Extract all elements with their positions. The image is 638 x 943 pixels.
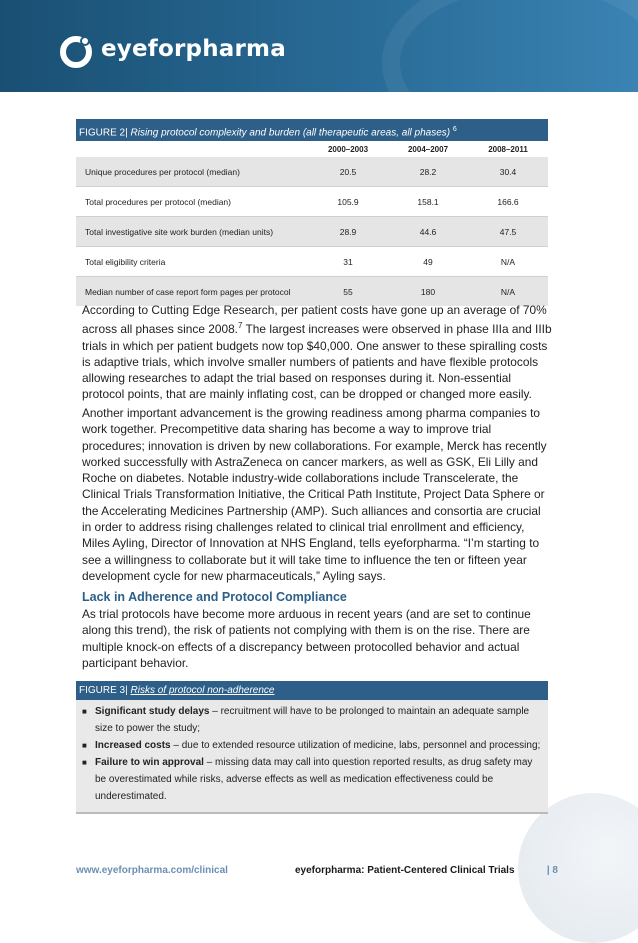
table-cell: N/A — [468, 277, 548, 307]
table-column-header: 2000–2003 — [308, 141, 388, 157]
paragraph-text: The largest increases were observed in phase IIIa and IIIb trials in which per patient budgets now top $40,000. One answer to these spiralling costs is adaptive trials, which involve smaller numbers of patients and have flexible protocols allowing researches to adapt the trial based on responses during it. Non-essential protocol points, that are mainly inflating cost, can be dropped or changed more easily. — [82, 322, 552, 402]
page-footer — [76, 862, 558, 880]
table-row-label: Total investigative site work burden (median units) — [76, 217, 308, 247]
table-row-label: Total procedures per protocol (median) — [76, 187, 308, 217]
table-cell: 49 — [388, 247, 468, 277]
bullet-square-icon: ■ — [82, 758, 87, 767]
footer-url-link[interactable]: www.eyeforpharma.com/clinical — [76, 865, 228, 876]
header-swirl-decoration — [382, 0, 638, 92]
table-cell: 158.1 — [388, 187, 468, 217]
list-item-content — [95, 703, 542, 737]
table-row-label: Median number of case report form pages per protocol — [76, 277, 308, 307]
figure-3-title: Risks of protocol non-adherence — [130, 685, 275, 696]
figure-2-title-bar — [76, 119, 548, 141]
list-item-text: – due to extended resource utilization of medicine, labs, personnel and processing; — [170, 740, 541, 751]
figure-3-title-bar — [76, 681, 548, 700]
table-header-row — [76, 141, 548, 157]
figure-2-table — [76, 141, 548, 306]
list-item-text: – missing data may call into question reported results, as drug safety may be overestimated while risks, adverse effects as well as medication effectiveness could be underestimated. — [95, 757, 533, 802]
list-item-term: Significant study delays — [95, 706, 210, 717]
list-item — [82, 754, 542, 805]
list-item-term: Failure to win approval — [95, 757, 204, 768]
paragraph-text: According to Cutting Edge Research, per patient costs have gone up an average of 70% across all phases since 2008. — [82, 303, 547, 337]
table-cell: 105.9 — [308, 187, 388, 217]
list-item-content — [95, 737, 540, 754]
bullet-square-icon: ■ — [82, 707, 87, 716]
table-column-header: 2004–2007 — [388, 141, 468, 157]
paragraph-adherence: As trial protocols have become more arduous in recent years (and are set to continue along this trend), the risk of patients not complying with them is on the rise. There are multiple knock-on effects of a discrepancy between protocolled behavior and actual participant behavior. — [82, 607, 531, 670]
footnote-reference: 7 — [238, 321, 243, 331]
eyeforpharma-logo-icon — [58, 33, 94, 69]
table-cell: 31 — [308, 247, 388, 277]
paragraph-cost-increase — [82, 302, 552, 403]
table-cell: 44.6 — [388, 217, 468, 247]
list-item-content — [95, 754, 542, 805]
figure-2 — [76, 119, 548, 306]
brand-name: eyeforpharma — [101, 36, 286, 62]
figure-3-bottom-rule — [76, 812, 548, 814]
table-cell: 47.5 — [468, 217, 548, 247]
table-row-label: Unique procedures per protocol (median) — [76, 157, 308, 187]
figure-2-reference: 6 — [452, 126, 457, 133]
table-cell: 55 — [308, 277, 388, 307]
figure-3-bullet-list — [76, 700, 548, 812]
list-item — [82, 737, 542, 754]
table-cell: 20.5 — [308, 157, 388, 187]
table-cell: N/A — [468, 247, 548, 277]
list-item — [82, 703, 542, 737]
paragraph-collaboration: Another important advancement is the growing readiness among pharma companies to work together. Precompetitive data sharing has become a way to improve trial procedures; innovation is driven by new collaborations. For example, Merck has recently worked successfully with AstraZeneca on cancer markers, as well as GSK, Eli Lilly and Roche on diabetes. Notable industry-wide collaborations include Transcelerate, the Clinical Trials Transformation Initiative, the Critical Path Institute, Project Data Sphere or the Accelerating Medicines Partnership (AMP). Such alliances and consortia are crucial in order to address rising challenges related to clinical trial enrollment and efficiency, Miles Ayling, Director of Innovation at NHS England, tells eyeforpharma. “I’m starting to see a willingness to collaborate but it will take time to influence the ten or fifteen year development cycle for new pharmaceuticals,” Ayling says. — [82, 406, 547, 583]
table-row — [76, 157, 548, 187]
figure-2-label: FIGURE 2| — [79, 127, 128, 139]
table-row — [76, 247, 548, 277]
bullet-square-icon: ■ — [82, 741, 87, 750]
figure-3-label: FIGURE 3| — [79, 685, 128, 696]
figure-2-title: Rising protocol complexity and burden (all therapeutic areas, all phases) — [130, 127, 451, 139]
table-cell: 166.6 — [468, 187, 548, 217]
table-row — [76, 187, 548, 217]
list-item-text: – recruitment will have to be prolonged to maintain an adequate sample size to power the study; — [95, 706, 530, 734]
table-cell: 28.9 — [308, 217, 388, 247]
table-column-header: 2008–2011 — [468, 141, 548, 157]
table-cell: 30.4 — [468, 157, 548, 187]
table-row-label: Total eligibility criteria — [76, 247, 308, 277]
section-heading: Lack in Adherence and Protocol Compliance — [82, 590, 347, 604]
table-cell: 28.2 — [388, 157, 468, 187]
figure-3 — [76, 681, 548, 814]
list-item-term: Increased costs — [95, 740, 171, 751]
footer-page-number: | 8 — [546, 865, 558, 876]
footer-publication-title: eyeforpharma: Patient-Centered Clinical Trials — [295, 865, 515, 876]
table-row — [76, 217, 548, 247]
table-cell: 180 — [388, 277, 468, 307]
table-header-blank — [76, 141, 308, 157]
page-header — [0, 0, 638, 92]
